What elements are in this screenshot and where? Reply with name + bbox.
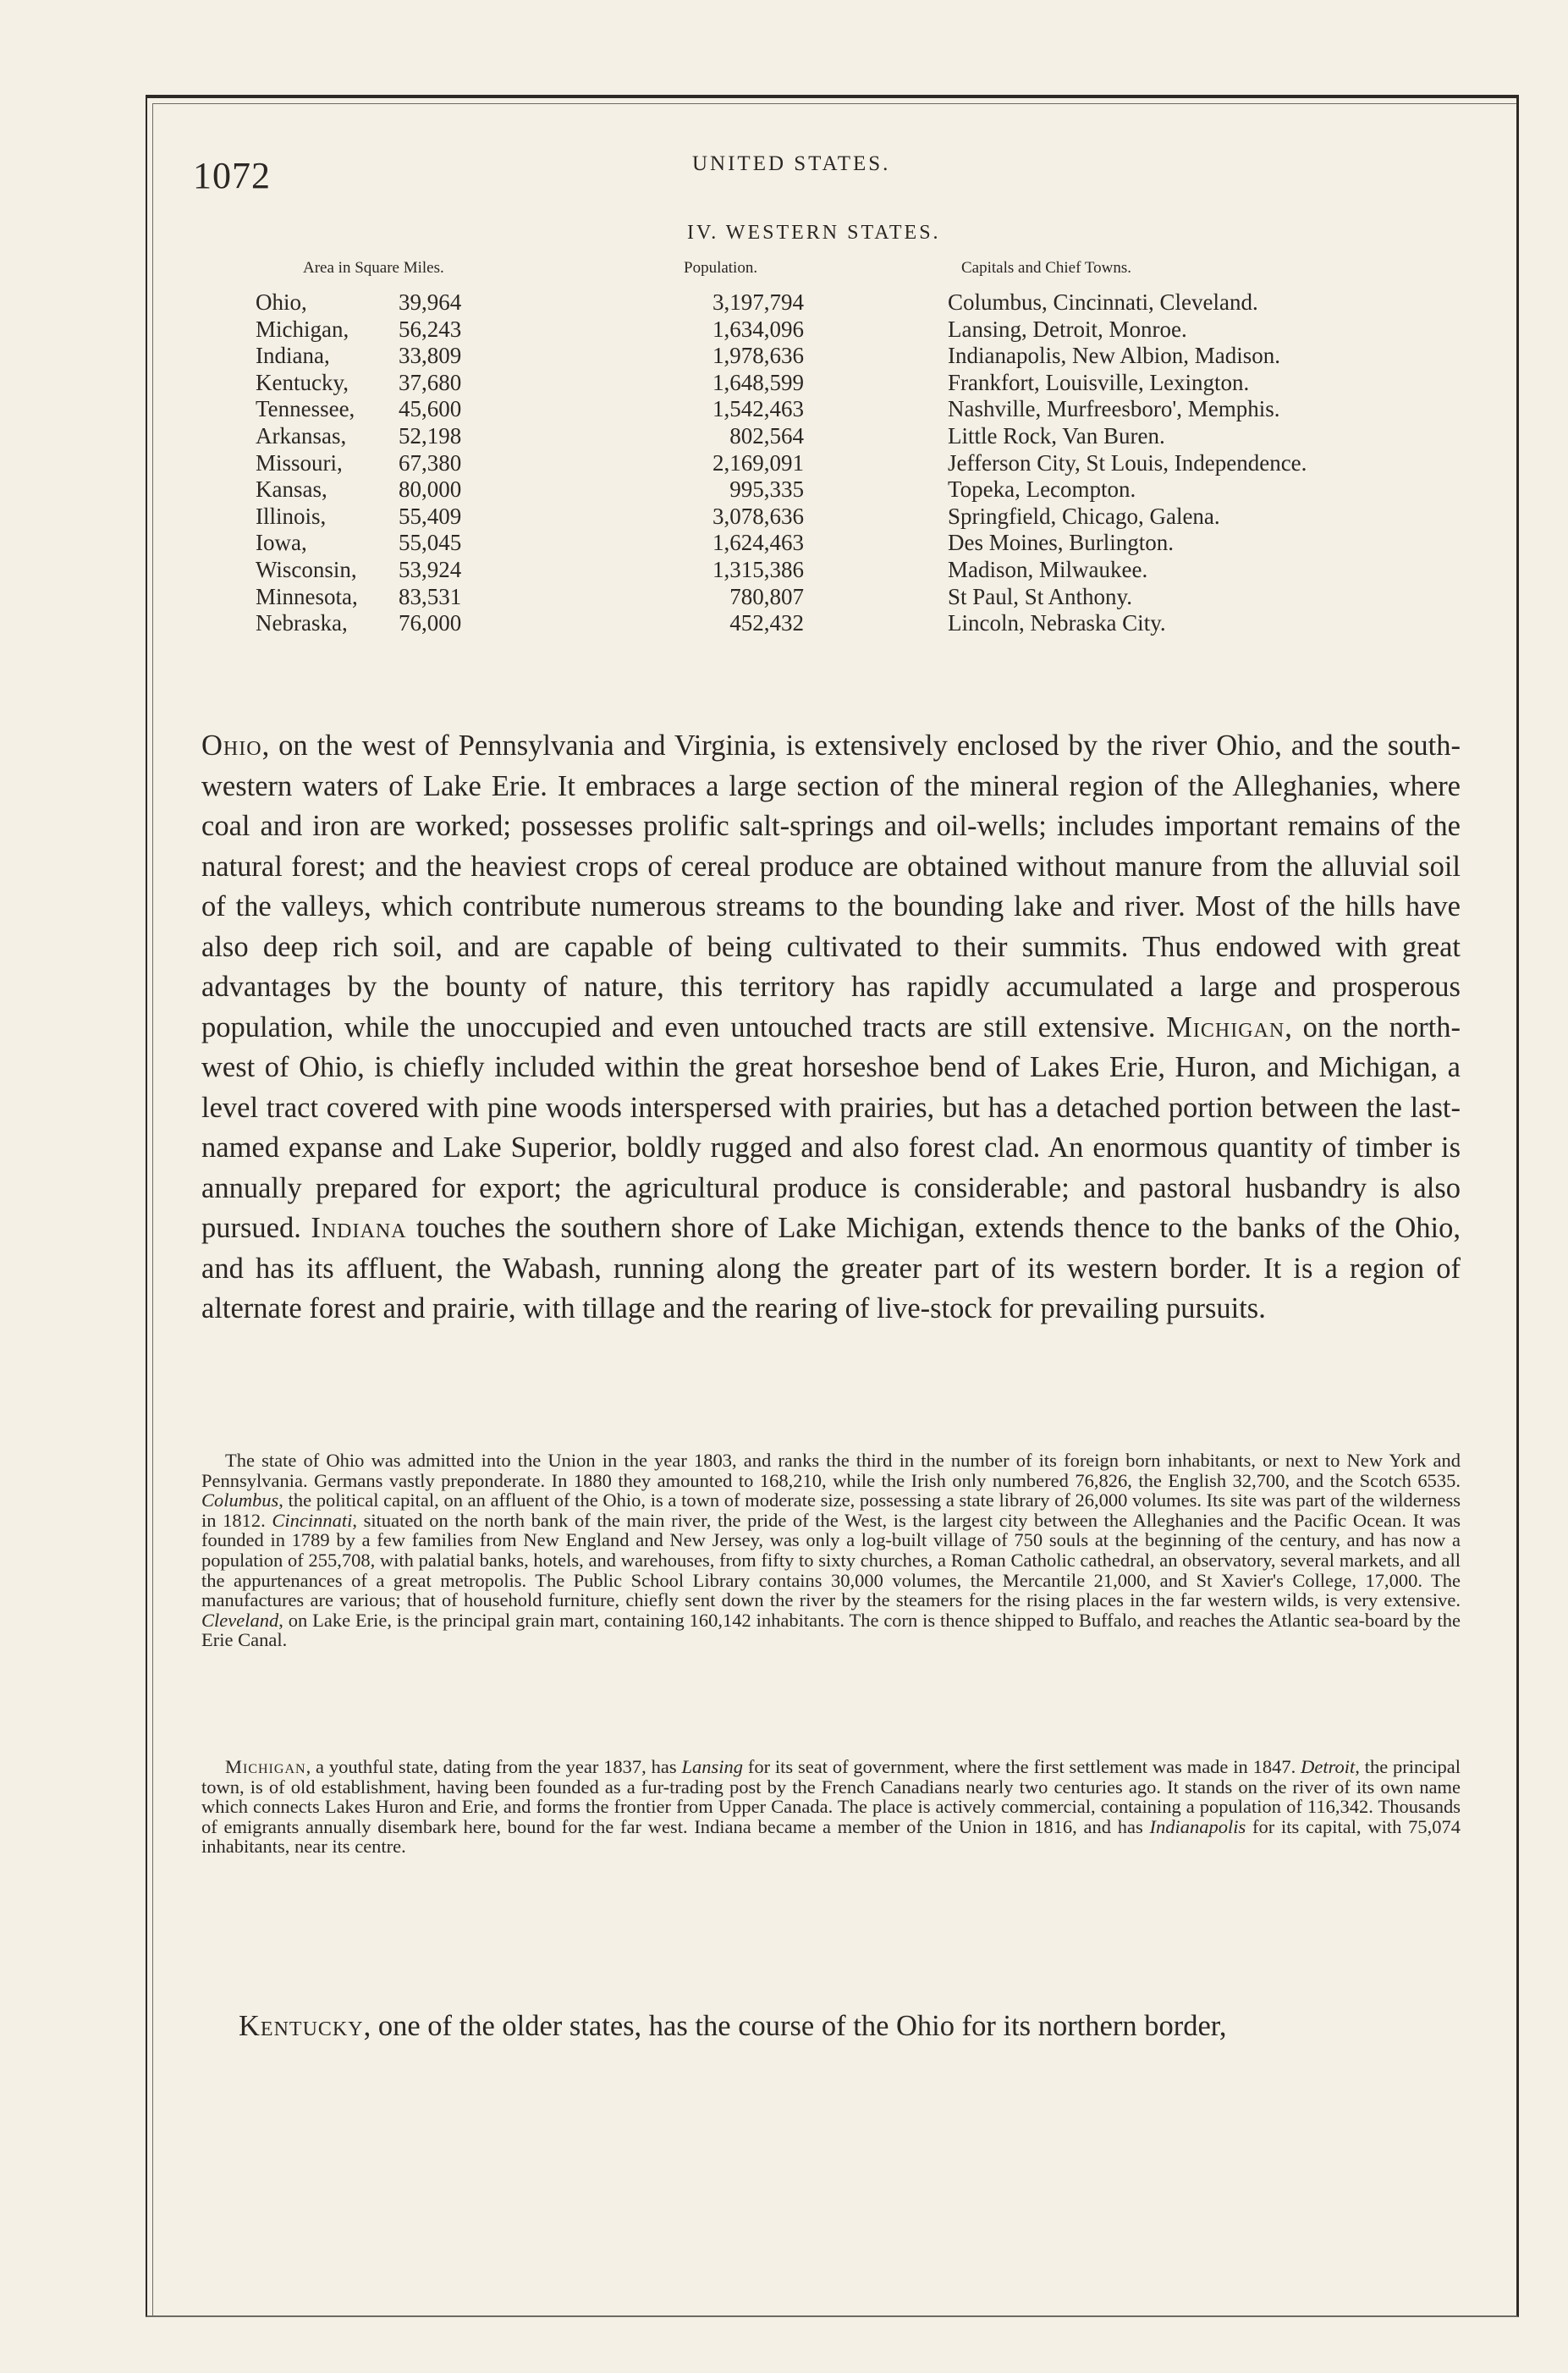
state-cell: Michigan, [256,316,349,342]
population-cell: 1,624,463 [712,530,804,556]
capitals-cell: Frankfort, Louisville, Lexington. [948,369,1250,395]
population-cell: 780,807 [729,583,804,609]
note-text: The state of Ohio was admitted into the Union in the year 1803, and ranks the third in the number of its foreign born inhabitants, or next to New York and Pennsylvania. Germans vastly preponderate. In 1880 they amounted to 168,210, while the Irish only numbered 76,826, the English 32,700, and the Scotch 6535. [201,1450,1461,1491]
population-cell: 1,978,636 [712,343,804,369]
page-number: 1072 [193,155,271,196]
capitals-cell: Lincoln, Nebraska City. [948,610,1166,636]
state-cell: Kansas, [256,476,327,503]
note-term: Detroit [1301,1756,1356,1777]
area-cell: 80,000 [399,476,462,503]
table-row [0,317,1568,344]
area-cell: 45,600 [399,396,462,422]
term-indiana: Indiana [311,1212,407,1244]
table-row [0,476,1568,504]
capitals-cell: Indianapolis, New Albion, Madison. [948,343,1280,369]
capitals-cell: Jefferson City, St Louis, Independence. [948,449,1307,476]
paragraph-text-ohio: , on the west of Pennsylvania and Virginia, is extensively enclosed by the river Ohio, and the south-western waters of Lake Erie. It embraces a large section of the mineral region of the Alleghanies, where coal and iron are worked; possesses prolific salt-springs and oil-wells; includes important remains of the natural forest; and the heaviest crops of cereal produce are obtained without manure from the alluvial soil of the valleys, which contribute numerous streams to the bounding lake and river. Most of the hills have also deep rich soil, and are capable of being cultivated to their summits. Thus endowed with great advantages by the bounty of nature, this territory has rapidly accumulated a large and prosperous population, while the unoccupied and even untouched tracts are still extensive. [201,730,1461,1043]
capitals-cell: Columbus, Cincinnati, Cleveland. [948,289,1258,315]
table-row [0,450,1568,477]
column-header-area: Area in Square Miles. [303,259,444,277]
table-row [0,343,1568,370]
capitals-cell: Des Moines, Burlington. [948,530,1174,556]
population-cell: 995,335 [729,476,804,503]
state-cell: Minnesota, [256,583,358,609]
area-cell: 83,531 [399,583,462,609]
state-cell: Wisconsin, [256,556,357,582]
state-cell: Indiana, [256,343,330,369]
table-row [0,530,1568,557]
population-cell: 2,169,091 [712,449,804,476]
population-cell: 1,315,386 [712,556,804,582]
area-cell: 56,243 [399,316,462,342]
term-ohio: Ohio [201,730,262,762]
term-kentucky: Kentucky [239,2010,364,2042]
column-header-population: Population. [684,259,758,277]
paragraph-text-michigan: , on the north-west of Ohio, is chiefly included within the great horseshoe bend of Lakes Erie, Huron, and Michigan, a level tract covered with pine woods interspersed with prairies, but has a detached portion between the last-named expanse and Lake Superior, boldly rugged and also forest clad. An enormous quantity of timber is annually prepared for export; the agricultural produce is considerable; and pastoral husbandry is also pursued. [201,1010,1461,1244]
states-table [0,289,1568,637]
table-row [0,610,1568,637]
state-cell: Tennessee, [256,396,355,422]
note-text: for its seat of government, where the first settlement was made in 1847. [747,1756,1296,1777]
capitals-cell: Madison, Milwaukee. [948,556,1148,582]
state-cell: Iowa, [256,530,307,556]
note-term: Cincinnati [272,1509,353,1531]
footnote-ohio [201,1451,1461,1650]
table-row [0,423,1568,450]
population-cell: 3,078,636 [712,503,804,529]
note-text: , the principal town, is of old establishment, having been founded as a fur-trading post by the French Canadians nearly two centuries ago. It stands on the river of its own name which connects Lakes Huron and Erie, and forms the frontier from Upper Canada. The place is actively commercial, containing a population of 116,342. Thousands of emigrants annually disembark here, bound for the far west. Indiana became a member of the Union in 1816, and has [201,1756,1461,1837]
population-cell: 802,564 [729,422,804,449]
area-cell: 39,964 [399,289,462,315]
population-cell: 1,648,599 [712,369,804,395]
note-text: , a youthful state, dating from the year 1837, has [305,1756,677,1777]
table-row [0,584,1568,611]
note-term: Lansing [681,1756,743,1777]
capitals-cell: Topeka, Lecompton. [948,476,1136,503]
area-cell: 76,000 [399,610,462,636]
area-cell: 33,809 [399,343,462,369]
table-title: IV. WESTERN STATES. [687,222,941,244]
table-row [0,504,1568,531]
main-paragraph [201,726,1461,1330]
note-text: , the political capital, on an affluent of the Ohio, is a town of moderate size, possessing a state library of 26,000 volumes. Its site was part of the wilderness in 1812. [201,1489,1461,1531]
state-cell: Arkansas, [256,422,347,449]
area-cell: 55,409 [399,503,462,529]
table-row [0,396,1568,423]
running-title: UNITED STATES. [692,152,891,175]
capitals-cell: Little Rock, Van Buren. [948,422,1165,449]
population-cell: 1,634,096 [712,316,804,342]
note-term: Cleveland [201,1609,279,1631]
state-cell: Ohio, [256,289,307,315]
area-cell: 52,198 [399,422,462,449]
note-term: Michigan [225,1756,306,1777]
note-term: Columbus [201,1489,279,1511]
state-cell: Illinois, [256,503,327,529]
table-row [0,289,1568,317]
final-line-text: , one of the older states, has the course of the Ohio for its northern border, [363,2010,1227,2042]
capitals-cell: Springfield, Chicago, Galena. [948,503,1220,529]
capitals-cell: Lansing, Detroit, Monroe. [948,316,1187,342]
capitals-cell: Nashville, Murfreesboro', Memphis. [948,396,1280,422]
table-row [0,557,1568,584]
capitals-cell: St Paul, St Anthony. [948,583,1133,609]
column-header-capitals: Capitals and Chief Towns. [961,259,1131,277]
footnote-michigan [201,1757,1461,1857]
state-cell: Missouri, [256,449,343,476]
term-michigan: Michigan [1166,1010,1285,1043]
note-text: , on Lake Erie, is the principal grain mart, containing 160,142 inhabitants. The corn is thence shipped to Buffalo, and reaches the Atlantic sea-board by the Erie Canal. [201,1609,1461,1651]
population-cell: 3,197,794 [712,289,804,315]
state-cell: Kentucky, [256,369,349,395]
note-term: Indianapolis [1149,1815,1246,1837]
area-cell: 53,924 [399,556,462,582]
area-cell: 55,045 [399,530,462,556]
area-cell: 67,380 [399,449,462,476]
note-text: for its capital, with 75,074 inhabitants, near its centre. [201,1815,1461,1858]
final-line [239,2010,1461,2043]
state-cell: Nebraska, [256,610,348,636]
table-row [0,370,1568,397]
note-text: , situated on the north bank of the main river, the pride of the West, is the largest city between the Alleghanies and the Pacific Ocean. It was founded in 1789 by a few families from New England and New Jersey, was only a log-built village of 750 souls at the beginning of the century, and has now a population of 255,708, with palatial banks, hotels, and warehouses, from fifty to sixty churches, a Roman Catholic cathedral, an observatory, several markets, and all the appurtenances of a great metropolis. The Public School Library contains 30,000 volumes, the Mercantile 21,000, and St Xavier's College, 17,000. The manufactures are various; that of household furniture, chiefly sent down the river by the steamers for the rising places in the far western wilds, is very extensive. [201,1509,1461,1611]
area-cell: 37,680 [399,369,462,395]
population-cell: 1,542,463 [712,396,804,422]
population-cell: 452,432 [729,610,804,636]
paragraph-text-indiana: touches the southern shore of Lake Michigan, extends thence to the banks of the Ohio, and has its affluent, the Wabash, running along the greater part of its western border. It is a region of alternate forest and prairie, with tillage and the rearing of live-stock for prevailing pursuits. [201,1212,1461,1324]
